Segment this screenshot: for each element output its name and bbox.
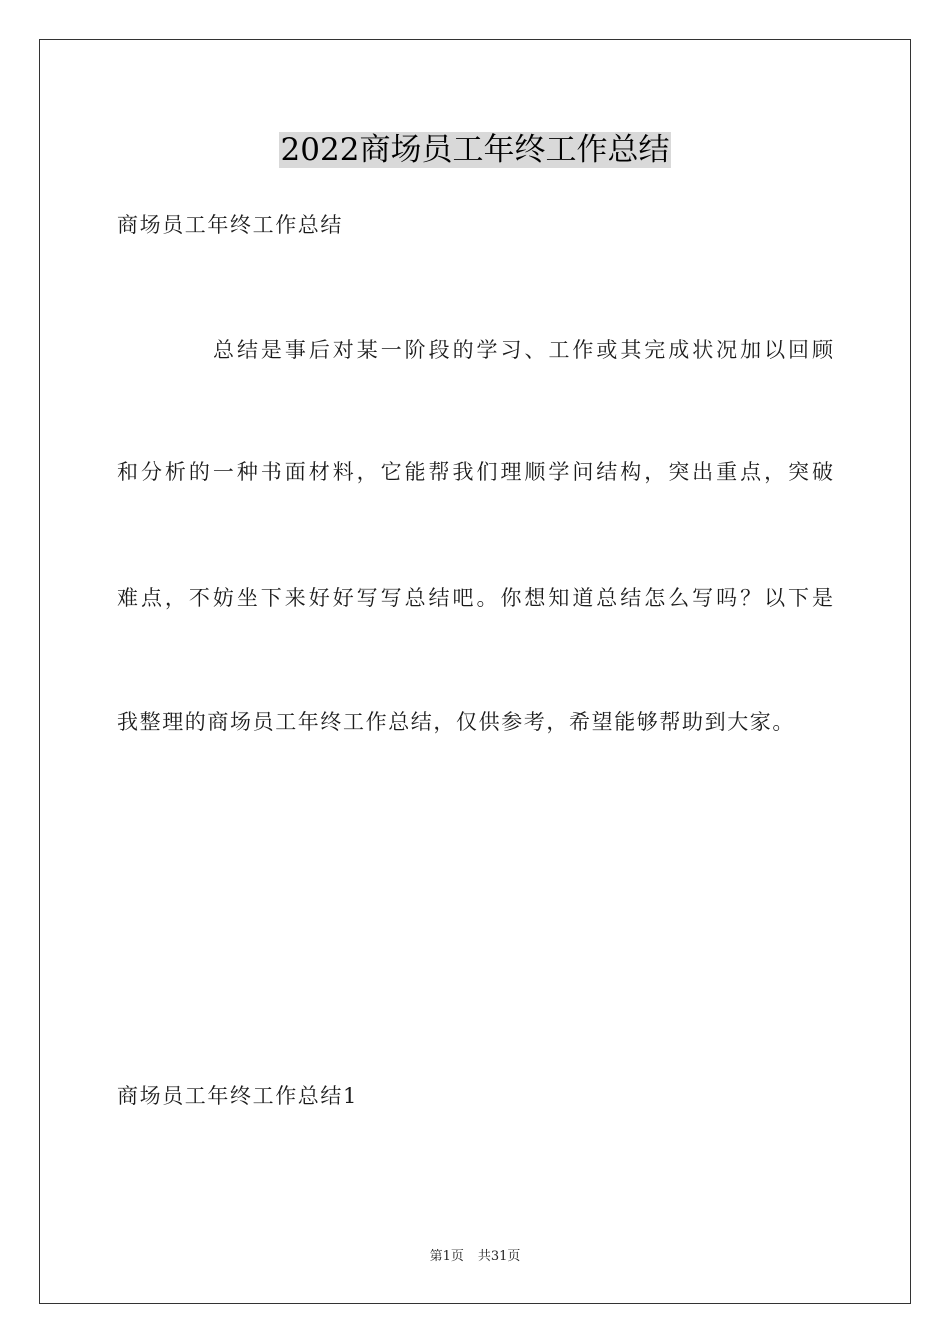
document-title <box>0 128 950 172</box>
intro-line-1: 总结是事后对某一阶段的学习、工作或其完成状况加以回顾 <box>213 338 833 362</box>
page-footer <box>0 1248 950 1266</box>
page-number-current: 第1页 <box>429 1249 464 1264</box>
document-title-text: 2022商场员工年终工作总结 <box>280 132 670 168</box>
intro-line-4: 我整理的商场员工年终工作总结，仅供参考，希望能够帮助到大家。 <box>117 710 795 734</box>
document-subtitle: 商场员工年终工作总结 <box>117 213 343 237</box>
page-number-total: 共31页 <box>477 1249 521 1264</box>
intro-line-2: 和分析的一种书面材料，它能帮我们理顺学问结构，突出重点，突破 <box>117 460 833 484</box>
section-heading: 商场员工年终工作总结1 <box>117 1084 358 1108</box>
intro-line-3: 难点，不妨坐下来好好写写总结吧。你想知道总结怎么写吗？以下是 <box>117 586 833 610</box>
